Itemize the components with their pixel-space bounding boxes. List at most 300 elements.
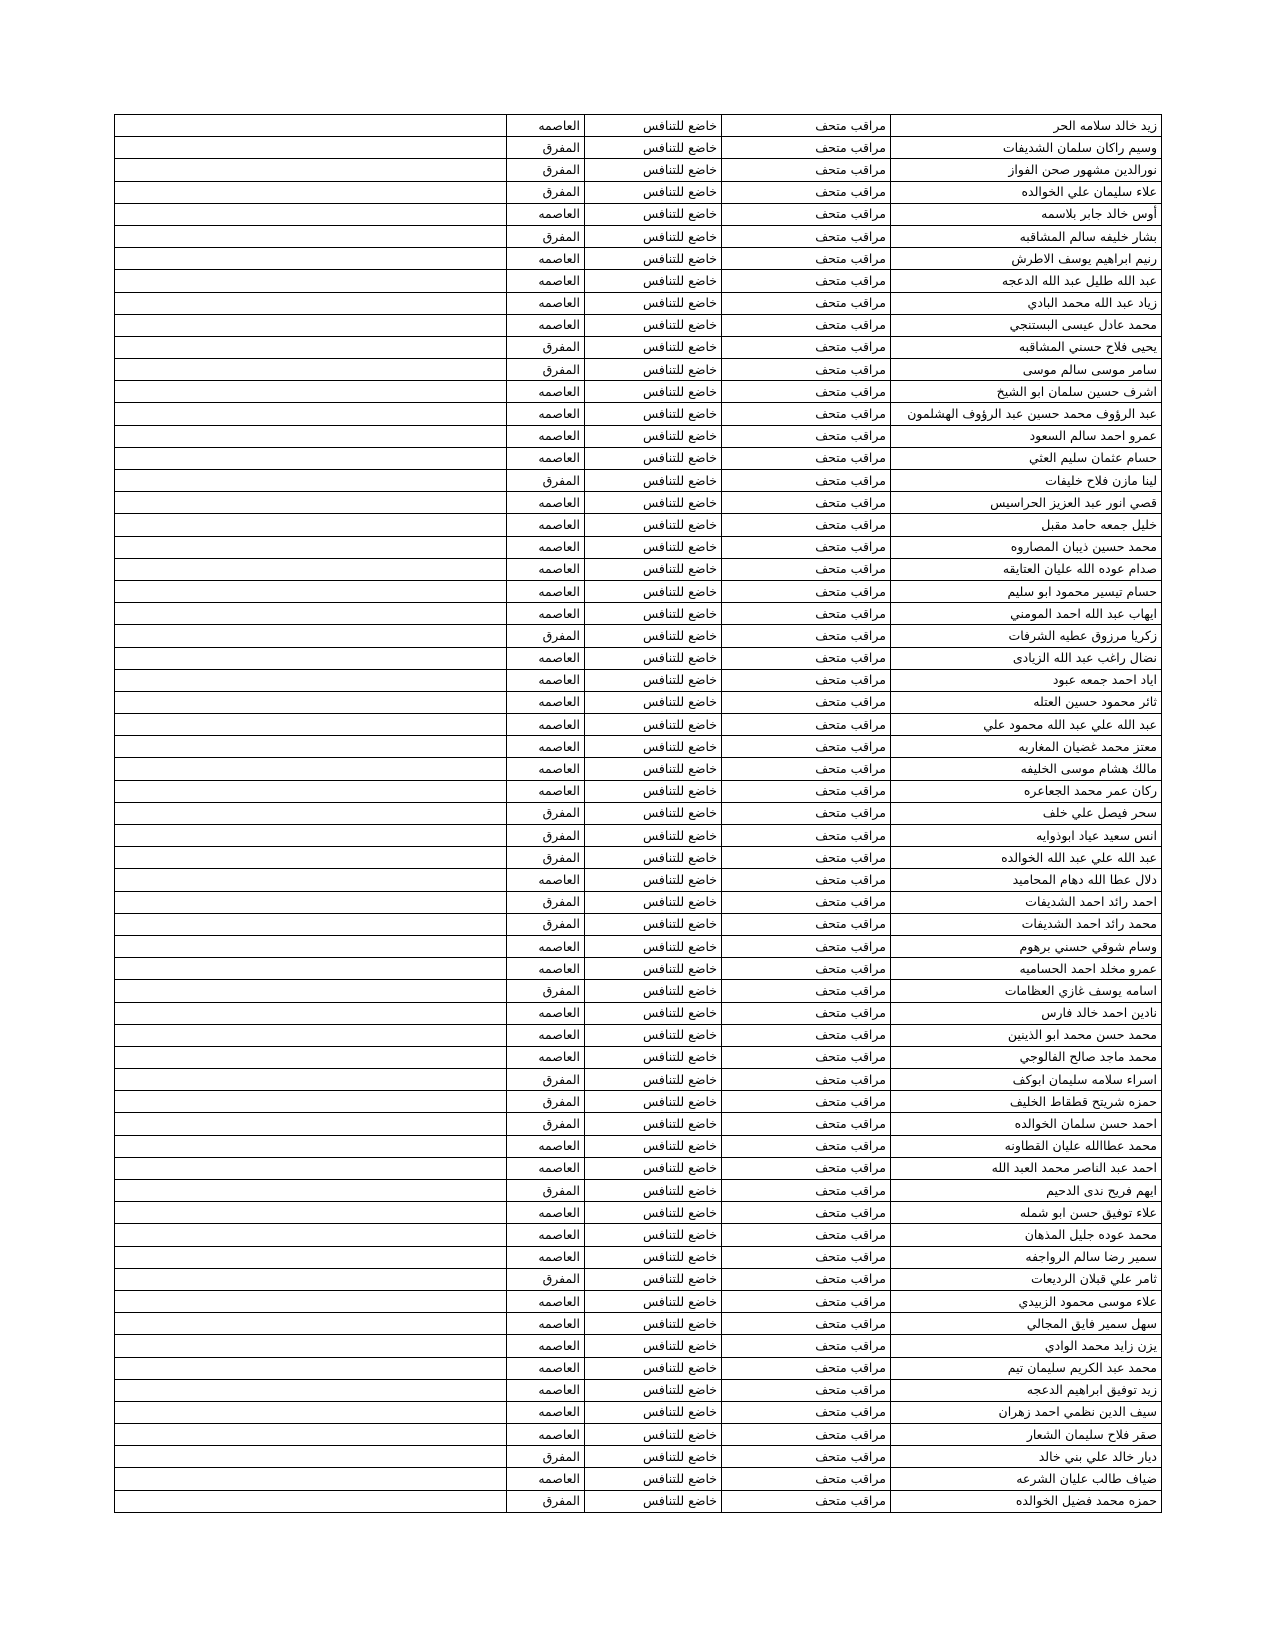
table-row xyxy=(115,580,1162,602)
status-cell: خاضع للتنافس xyxy=(585,1024,722,1046)
empty-cell xyxy=(115,647,507,669)
empty-cell xyxy=(115,958,507,980)
status-cell: خاضع للتنافس xyxy=(585,1401,722,1423)
region-cell: المفرق xyxy=(507,802,585,824)
empty-cell xyxy=(115,270,507,292)
name-cell: لينا مازن فلاح خليفات xyxy=(891,470,1162,492)
job-title-cell: مراقب متحف xyxy=(722,758,891,780)
empty-cell xyxy=(115,514,507,536)
job-title-cell: مراقب متحف xyxy=(722,115,891,137)
job-title-cell: مراقب متحف xyxy=(722,403,891,425)
region-cell: العاصمه xyxy=(507,558,585,580)
name-cell: ضياف طالب عليان الشرعه xyxy=(891,1468,1162,1490)
table-row xyxy=(115,669,1162,691)
region-cell: المفرق xyxy=(507,891,585,913)
job-title-cell: مراقب متحف xyxy=(722,470,891,492)
region-cell: العاصمه xyxy=(507,780,585,802)
status-cell: خاضع للتنافس xyxy=(585,714,722,736)
name-cell: عمرو احمد سالم السعود xyxy=(891,425,1162,447)
status-cell: خاضع للتنافس xyxy=(585,1424,722,1446)
status-cell: خاضع للتنافس xyxy=(585,935,722,957)
table-row xyxy=(115,425,1162,447)
table-row xyxy=(115,1290,1162,1312)
job-title-cell: مراقب متحف xyxy=(722,603,891,625)
name-cell: احمد رائد احمد الشديفات xyxy=(891,891,1162,913)
job-title-cell: مراقب متحف xyxy=(722,935,891,957)
table-row xyxy=(115,447,1162,469)
name-cell: يحيى فلاح حسني المشاقبه xyxy=(891,336,1162,358)
region-cell: العاصمه xyxy=(507,869,585,891)
table-row xyxy=(115,1357,1162,1379)
region-cell: العاصمه xyxy=(507,1335,585,1357)
job-title-cell: مراقب متحف xyxy=(722,1424,891,1446)
region-cell: العاصمه xyxy=(507,1135,585,1157)
status-cell: خاضع للتنافس xyxy=(585,847,722,869)
status-cell: خاضع للتنافس xyxy=(585,492,722,514)
table-row xyxy=(115,470,1162,492)
region-cell: المفرق xyxy=(507,137,585,159)
empty-cell xyxy=(115,159,507,181)
job-title-cell: مراقب متحف xyxy=(722,359,891,381)
status-cell: خاضع للتنافس xyxy=(585,736,722,758)
name-cell: محمد عبد الكريم سليمان تيم xyxy=(891,1357,1162,1379)
empty-cell xyxy=(115,447,507,469)
region-cell: العاصمه xyxy=(507,758,585,780)
status-cell: خاضع للتنافس xyxy=(585,1290,722,1312)
empty-cell xyxy=(115,625,507,647)
job-title-cell: مراقب متحف xyxy=(722,1202,891,1224)
job-title-cell: مراقب متحف xyxy=(722,1246,891,1268)
status-cell: خاضع للتنافس xyxy=(585,891,722,913)
name-cell: سيف الدين نظمي احمد زهران xyxy=(891,1401,1162,1423)
name-cell: ديار خالد علي بني خالد xyxy=(891,1446,1162,1468)
table-row xyxy=(115,891,1162,913)
empty-cell xyxy=(115,780,507,802)
region-cell: المفرق xyxy=(507,1113,585,1135)
status-cell: خاضع للتنافس xyxy=(585,1224,722,1246)
empty-cell xyxy=(115,980,507,1002)
status-cell: خاضع للتنافس xyxy=(585,558,722,580)
empty-cell xyxy=(115,1046,507,1068)
job-title-cell: مراقب متحف xyxy=(722,514,891,536)
status-cell: خاضع للتنافس xyxy=(585,780,722,802)
name-cell: انس سعيد عياد ابوذوايه xyxy=(891,825,1162,847)
region-cell: المفرق xyxy=(507,625,585,647)
empty-cell xyxy=(115,891,507,913)
region-cell: المفرق xyxy=(507,470,585,492)
name-cell: مالك هشام موسى الخليفه xyxy=(891,758,1162,780)
status-cell: خاضع للتنافس xyxy=(585,314,722,336)
table-row xyxy=(115,603,1162,625)
table-row xyxy=(115,1202,1162,1224)
status-cell: خاضع للتنافس xyxy=(585,1157,722,1179)
status-cell: خاضع للتنافس xyxy=(585,1069,722,1091)
status-cell: خاضع للتنافس xyxy=(585,248,722,270)
region-cell: العاصمه xyxy=(507,1379,585,1401)
name-cell: نادين احمد خالد فارس xyxy=(891,1002,1162,1024)
candidates-table-body xyxy=(115,115,1162,1513)
job-title-cell: مراقب متحف xyxy=(722,536,891,558)
table-row xyxy=(115,159,1162,181)
table-row xyxy=(115,1246,1162,1268)
empty-cell xyxy=(115,1335,507,1357)
name-cell: زيد توفيق ابراهيم الدعجه xyxy=(891,1379,1162,1401)
name-cell: سحر فيصل علي خلف xyxy=(891,802,1162,824)
job-title-cell: مراقب متحف xyxy=(722,625,891,647)
status-cell: خاضع للتنافس xyxy=(585,691,722,713)
status-cell: خاضع للتنافس xyxy=(585,1446,722,1468)
job-title-cell: مراقب متحف xyxy=(722,913,891,935)
name-cell: محمد عوده جليل المذهان xyxy=(891,1224,1162,1246)
status-cell: خاضع للتنافس xyxy=(585,1468,722,1490)
job-title-cell: مراقب متحف xyxy=(722,1113,891,1135)
name-cell: سهل سمير فايق المجالي xyxy=(891,1313,1162,1335)
name-cell: اسامه يوسف غازي العظامات xyxy=(891,980,1162,1002)
empty-cell xyxy=(115,248,507,270)
table-row xyxy=(115,980,1162,1002)
region-cell: المفرق xyxy=(507,1268,585,1290)
job-title-cell: مراقب متحف xyxy=(722,1446,891,1468)
region-cell: العاصمه xyxy=(507,714,585,736)
empty-cell xyxy=(115,1401,507,1423)
status-cell: خاضع للتنافس xyxy=(585,869,722,891)
region-cell: العاصمه xyxy=(507,935,585,957)
job-title-cell: مراقب متحف xyxy=(722,1357,891,1379)
empty-cell xyxy=(115,736,507,758)
table-row xyxy=(115,381,1162,403)
status-cell: خاضع للتنافس xyxy=(585,447,722,469)
name-cell: سمير رضا سالم الرواجفه xyxy=(891,1246,1162,1268)
name-cell: ركان عمر محمد الجعاعره xyxy=(891,780,1162,802)
job-title-cell: مراقب متحف xyxy=(722,580,891,602)
region-cell: المفرق xyxy=(507,913,585,935)
status-cell: خاضع للتنافس xyxy=(585,425,722,447)
name-cell: زيد خالد سلامه الحر xyxy=(891,115,1162,137)
table-row xyxy=(115,825,1162,847)
region-cell: المفرق xyxy=(507,181,585,203)
empty-cell xyxy=(115,935,507,957)
table-row xyxy=(115,1180,1162,1202)
name-cell: اسراء سلامه سليمان ابوكف xyxy=(891,1069,1162,1091)
status-cell: خاضع للتنافس xyxy=(585,913,722,935)
status-cell: خاضع للتنافس xyxy=(585,514,722,536)
job-title-cell: مراقب متحف xyxy=(722,825,891,847)
empty-cell xyxy=(115,758,507,780)
empty-cell xyxy=(115,1024,507,1046)
status-cell: خاضع للتنافس xyxy=(585,1135,722,1157)
name-cell: علاء موسى محمود الزبيدي xyxy=(891,1290,1162,1312)
name-cell: حمزه شريتح قطقاط الخليف xyxy=(891,1091,1162,1113)
status-cell: خاضع للتنافس xyxy=(585,137,722,159)
name-cell: محمد حسن محمد ابو الذينين xyxy=(891,1024,1162,1046)
name-cell: حسام عثمان سليم العثي xyxy=(891,447,1162,469)
table-row xyxy=(115,1024,1162,1046)
name-cell: محمد عادل عيسى البستنجي xyxy=(891,314,1162,336)
empty-cell xyxy=(115,181,507,203)
region-cell: المفرق xyxy=(507,1446,585,1468)
job-title-cell: مراقب متحف xyxy=(722,1379,891,1401)
empty-cell xyxy=(115,669,507,691)
region-cell: المفرق xyxy=(507,847,585,869)
table-row xyxy=(115,1224,1162,1246)
table-row xyxy=(115,691,1162,713)
job-title-cell: مراقب متحف xyxy=(722,381,891,403)
empty-cell xyxy=(115,425,507,447)
region-cell: المفرق xyxy=(507,1490,585,1512)
region-cell: المفرق xyxy=(507,1069,585,1091)
status-cell: خاضع للتنافس xyxy=(585,1246,722,1268)
status-cell: خاضع للتنافس xyxy=(585,825,722,847)
job-title-cell: مراقب متحف xyxy=(722,869,891,891)
empty-cell xyxy=(115,492,507,514)
table-row xyxy=(115,492,1162,514)
empty-cell xyxy=(115,1290,507,1312)
status-cell: خاضع للتنافس xyxy=(585,1490,722,1512)
status-cell: خاضع للتنافس xyxy=(585,603,722,625)
job-title-cell: مراقب متحف xyxy=(722,1290,891,1312)
job-title-cell: مراقب متحف xyxy=(722,847,891,869)
table-row xyxy=(115,1490,1162,1512)
status-cell: خاضع للتنافس xyxy=(585,1180,722,1202)
empty-cell xyxy=(115,470,507,492)
job-title-cell: مراقب متحف xyxy=(722,1468,891,1490)
region-cell: العاصمه xyxy=(507,115,585,137)
status-cell: خاضع للتنافس xyxy=(585,580,722,602)
empty-cell xyxy=(115,869,507,891)
job-title-cell: مراقب متحف xyxy=(722,1490,891,1512)
status-cell: خاضع للتنافس xyxy=(585,1313,722,1335)
name-cell: احمد عبد الناصر محمد العبد الله xyxy=(891,1157,1162,1179)
job-title-cell: مراقب متحف xyxy=(722,714,891,736)
status-cell: خاضع للتنافس xyxy=(585,669,722,691)
table-row xyxy=(115,203,1162,225)
job-title-cell: مراقب متحف xyxy=(722,1180,891,1202)
status-cell: خاضع للتنافس xyxy=(585,203,722,225)
table-row xyxy=(115,336,1162,358)
job-title-cell: مراقب متحف xyxy=(722,1224,891,1246)
name-cell: علاء توفيق حسن ابو شمله xyxy=(891,1202,1162,1224)
status-cell: خاضع للتنافس xyxy=(585,115,722,137)
empty-cell xyxy=(115,1468,507,1490)
name-cell: زكريا مرزوق عطيه الشرفات xyxy=(891,625,1162,647)
status-cell: خاضع للتنافس xyxy=(585,1002,722,1024)
table-row xyxy=(115,847,1162,869)
status-cell: خاضع للتنافس xyxy=(585,1268,722,1290)
empty-cell xyxy=(115,1157,507,1179)
region-cell: العاصمه xyxy=(507,314,585,336)
status-cell: خاضع للتنافس xyxy=(585,958,722,980)
name-cell: عبد الله علي عبد الله الخوالده xyxy=(891,847,1162,869)
name-cell: ايهاب عبد الله احمد المومني xyxy=(891,603,1162,625)
empty-cell xyxy=(115,137,507,159)
empty-cell xyxy=(115,1268,507,1290)
table-row xyxy=(115,780,1162,802)
table-row xyxy=(115,558,1162,580)
job-title-cell: مراقب متحف xyxy=(722,980,891,1002)
table-row xyxy=(115,1446,1162,1468)
job-title-cell: مراقب متحف xyxy=(722,1401,891,1423)
job-title-cell: مراقب متحف xyxy=(722,425,891,447)
empty-cell xyxy=(115,1113,507,1135)
status-cell: خاضع للتنافس xyxy=(585,292,722,314)
job-title-cell: مراقب متحف xyxy=(722,1313,891,1335)
name-cell: بشار خليفه سالم المشاقبه xyxy=(891,225,1162,247)
table-row xyxy=(115,1313,1162,1335)
empty-cell xyxy=(115,847,507,869)
job-title-cell: مراقب متحف xyxy=(722,1268,891,1290)
region-cell: العاصمه xyxy=(507,736,585,758)
table-row xyxy=(115,248,1162,270)
candidates-table xyxy=(114,114,1162,1513)
region-cell: العاصمه xyxy=(507,248,585,270)
empty-cell xyxy=(115,558,507,580)
region-cell: العاصمه xyxy=(507,1202,585,1224)
region-cell: المفرق xyxy=(507,1091,585,1113)
status-cell: خاضع للتنافس xyxy=(585,1046,722,1068)
region-cell: العاصمه xyxy=(507,958,585,980)
name-cell: محمد عطاالله عليان القطاونه xyxy=(891,1135,1162,1157)
status-cell: خاضع للتنافس xyxy=(585,1357,722,1379)
region-cell: العاصمه xyxy=(507,292,585,314)
table-row xyxy=(115,1091,1162,1113)
region-cell: المفرق xyxy=(507,1180,585,1202)
empty-cell xyxy=(115,825,507,847)
empty-cell xyxy=(115,314,507,336)
region-cell: العاصمه xyxy=(507,1046,585,1068)
name-cell: صدام عوده الله عليان العتايقه xyxy=(891,558,1162,580)
job-title-cell: مراقب متحف xyxy=(722,1024,891,1046)
region-cell: العاصمه xyxy=(507,1246,585,1268)
status-cell: خاضع للتنافس xyxy=(585,159,722,181)
table-row xyxy=(115,1335,1162,1357)
name-cell: حسام تيسير محمود ابو سليم xyxy=(891,580,1162,602)
table-row xyxy=(115,514,1162,536)
region-cell: العاصمه xyxy=(507,1002,585,1024)
status-cell: خاضع للتنافس xyxy=(585,758,722,780)
job-title-cell: مراقب متحف xyxy=(722,248,891,270)
empty-cell xyxy=(115,1313,507,1335)
empty-cell xyxy=(115,403,507,425)
region-cell: المفرق xyxy=(507,825,585,847)
empty-cell xyxy=(115,1446,507,1468)
job-title-cell: مراقب متحف xyxy=(722,292,891,314)
name-cell: اياد احمد جمعه عبود xyxy=(891,669,1162,691)
name-cell: محمد ماجد صالح الفالوجي xyxy=(891,1046,1162,1068)
region-cell: العاصمه xyxy=(507,1401,585,1423)
region-cell: العاصمه xyxy=(507,647,585,669)
status-cell: خاضع للتنافس xyxy=(585,980,722,1002)
table-row xyxy=(115,359,1162,381)
name-cell: قصي انور عبد العزيز الحراسيس xyxy=(891,492,1162,514)
name-cell: ثائر محمود حسين العتله xyxy=(891,691,1162,713)
empty-cell xyxy=(115,1246,507,1268)
name-cell: عبد الله طليل عبد الله الدعجه xyxy=(891,270,1162,292)
region-cell: العاصمه xyxy=(507,381,585,403)
region-cell: العاصمه xyxy=(507,580,585,602)
job-title-cell: مراقب متحف xyxy=(722,1135,891,1157)
empty-cell xyxy=(115,536,507,558)
table-row xyxy=(115,1424,1162,1446)
job-title-cell: مراقب متحف xyxy=(722,336,891,358)
job-title-cell: مراقب متحف xyxy=(722,159,891,181)
table-row xyxy=(115,137,1162,159)
empty-cell xyxy=(115,336,507,358)
job-title-cell: مراقب متحف xyxy=(722,225,891,247)
region-cell: العاصمه xyxy=(507,403,585,425)
job-title-cell: مراقب متحف xyxy=(722,1002,891,1024)
empty-cell xyxy=(115,292,507,314)
empty-cell xyxy=(115,913,507,935)
job-title-cell: مراقب متحف xyxy=(722,736,891,758)
table-row xyxy=(115,625,1162,647)
empty-cell xyxy=(115,714,507,736)
table-row xyxy=(115,1135,1162,1157)
status-cell: خاضع للتنافس xyxy=(585,625,722,647)
region-cell: المفرق xyxy=(507,159,585,181)
name-cell: ثامر علي قبلان الرديعات xyxy=(891,1268,1162,1290)
name-cell: اشرف حسين سلمان ابو الشيخ xyxy=(891,381,1162,403)
name-cell: نضال راغب عبد الله الزيادى xyxy=(891,647,1162,669)
status-cell: خاضع للتنافس xyxy=(585,403,722,425)
empty-cell xyxy=(115,802,507,824)
region-cell: العاصمه xyxy=(507,1024,585,1046)
job-title-cell: مراقب متحف xyxy=(722,1157,891,1179)
job-title-cell: مراقب متحف xyxy=(722,958,891,980)
table-row xyxy=(115,314,1162,336)
job-title-cell: مراقب متحف xyxy=(722,1069,891,1091)
job-title-cell: مراقب متحف xyxy=(722,802,891,824)
status-cell: خاضع للتنافس xyxy=(585,1379,722,1401)
region-cell: المفرق xyxy=(507,336,585,358)
table-row xyxy=(115,736,1162,758)
empty-cell xyxy=(115,1180,507,1202)
job-title-cell: مراقب متحف xyxy=(722,691,891,713)
job-title-cell: مراقب متحف xyxy=(722,181,891,203)
status-cell: خاضع للتنافس xyxy=(585,1113,722,1135)
region-cell: العاصمه xyxy=(507,425,585,447)
region-cell: العاصمه xyxy=(507,669,585,691)
name-cell: حمزه محمد فضيل الخوالده xyxy=(891,1490,1162,1512)
region-cell: العاصمه xyxy=(507,1468,585,1490)
table-row xyxy=(115,1268,1162,1290)
table-row xyxy=(115,1069,1162,1091)
empty-cell xyxy=(115,1224,507,1246)
empty-cell xyxy=(115,1069,507,1091)
table-row xyxy=(115,958,1162,980)
job-title-cell: مراقب متحف xyxy=(722,314,891,336)
table-row xyxy=(115,1157,1162,1179)
table-row xyxy=(115,1046,1162,1068)
status-cell: خاضع للتنافس xyxy=(585,470,722,492)
name-cell: عبد الله علي عبد الله محمود علي xyxy=(891,714,1162,736)
empty-cell xyxy=(115,1091,507,1113)
status-cell: خاضع للتنافس xyxy=(585,1091,722,1113)
status-cell: خاضع للتنافس xyxy=(585,1335,722,1357)
name-cell: ايهم فريح ندى الدحيم xyxy=(891,1180,1162,1202)
status-cell: خاضع للتنافس xyxy=(585,381,722,403)
job-title-cell: مراقب متحف xyxy=(722,1046,891,1068)
region-cell: المفرق xyxy=(507,980,585,1002)
job-title-cell: مراقب متحف xyxy=(722,669,891,691)
job-title-cell: مراقب متحف xyxy=(722,558,891,580)
status-cell: خاضع للتنافس xyxy=(585,1202,722,1224)
region-cell: المفرق xyxy=(507,225,585,247)
region-cell: العاصمه xyxy=(507,536,585,558)
status-cell: خاضع للتنافس xyxy=(585,225,722,247)
table-row xyxy=(115,270,1162,292)
status-cell: خاضع للتنافس xyxy=(585,181,722,203)
name-cell: رنيم ابراهيم يوسف الاطرش xyxy=(891,248,1162,270)
